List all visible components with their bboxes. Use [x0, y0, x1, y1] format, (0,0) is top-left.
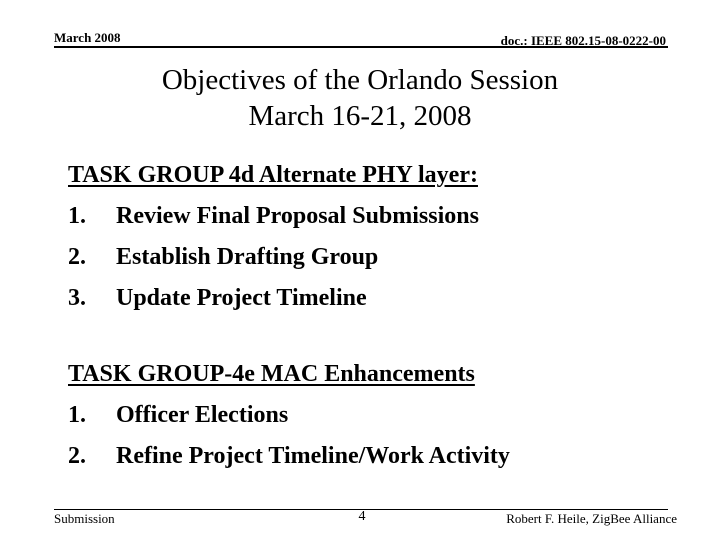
task-group-4d-heading: TASK GROUP 4d Alternate PHY layer: [68, 162, 478, 188]
task-group-4d [68, 155, 479, 319]
slide-title [0, 62, 720, 134]
list-item-text: Review Final Proposal Submissions [116, 203, 479, 229]
list-item-text: Refine Project Timeline/Work Activity [116, 443, 510, 469]
list-item-text: Establish Drafting Group [116, 244, 379, 270]
footer-author: Robert F. Heile, ZigBee Alliance [506, 511, 677, 526]
page-number: 4 [358, 509, 366, 524]
list-item-number: 3. [68, 285, 86, 311]
list-item-number: 2. [68, 244, 86, 270]
list-item-number: 1. [68, 203, 86, 229]
task-group-4e [68, 354, 510, 477]
task-group-4e-heading: TASK GROUP-4e MAC Enhancements [68, 361, 475, 387]
list-item [68, 436, 510, 477]
slide-title-line2: March 16-21, 2008 [248, 100, 472, 132]
list-item [68, 196, 479, 237]
list-item-number: 2. [68, 443, 86, 469]
header-divider [54, 46, 668, 48]
list-item-number: 1. [68, 402, 86, 428]
list-item-text: Officer Elections [116, 402, 289, 428]
list-item-text: Update Project Timeline [116, 285, 367, 311]
list-item [68, 278, 479, 319]
header-doc-id: doc.: IEEE 802.15-08-0222-00 [500, 33, 666, 48]
header-date: March 2008 [54, 30, 121, 45]
list-item [68, 237, 479, 278]
list-item [68, 395, 510, 436]
footer-submission: Submission [54, 511, 115, 526]
slide-title-line1: Objectives of the Orlando Session [161, 64, 559, 96]
